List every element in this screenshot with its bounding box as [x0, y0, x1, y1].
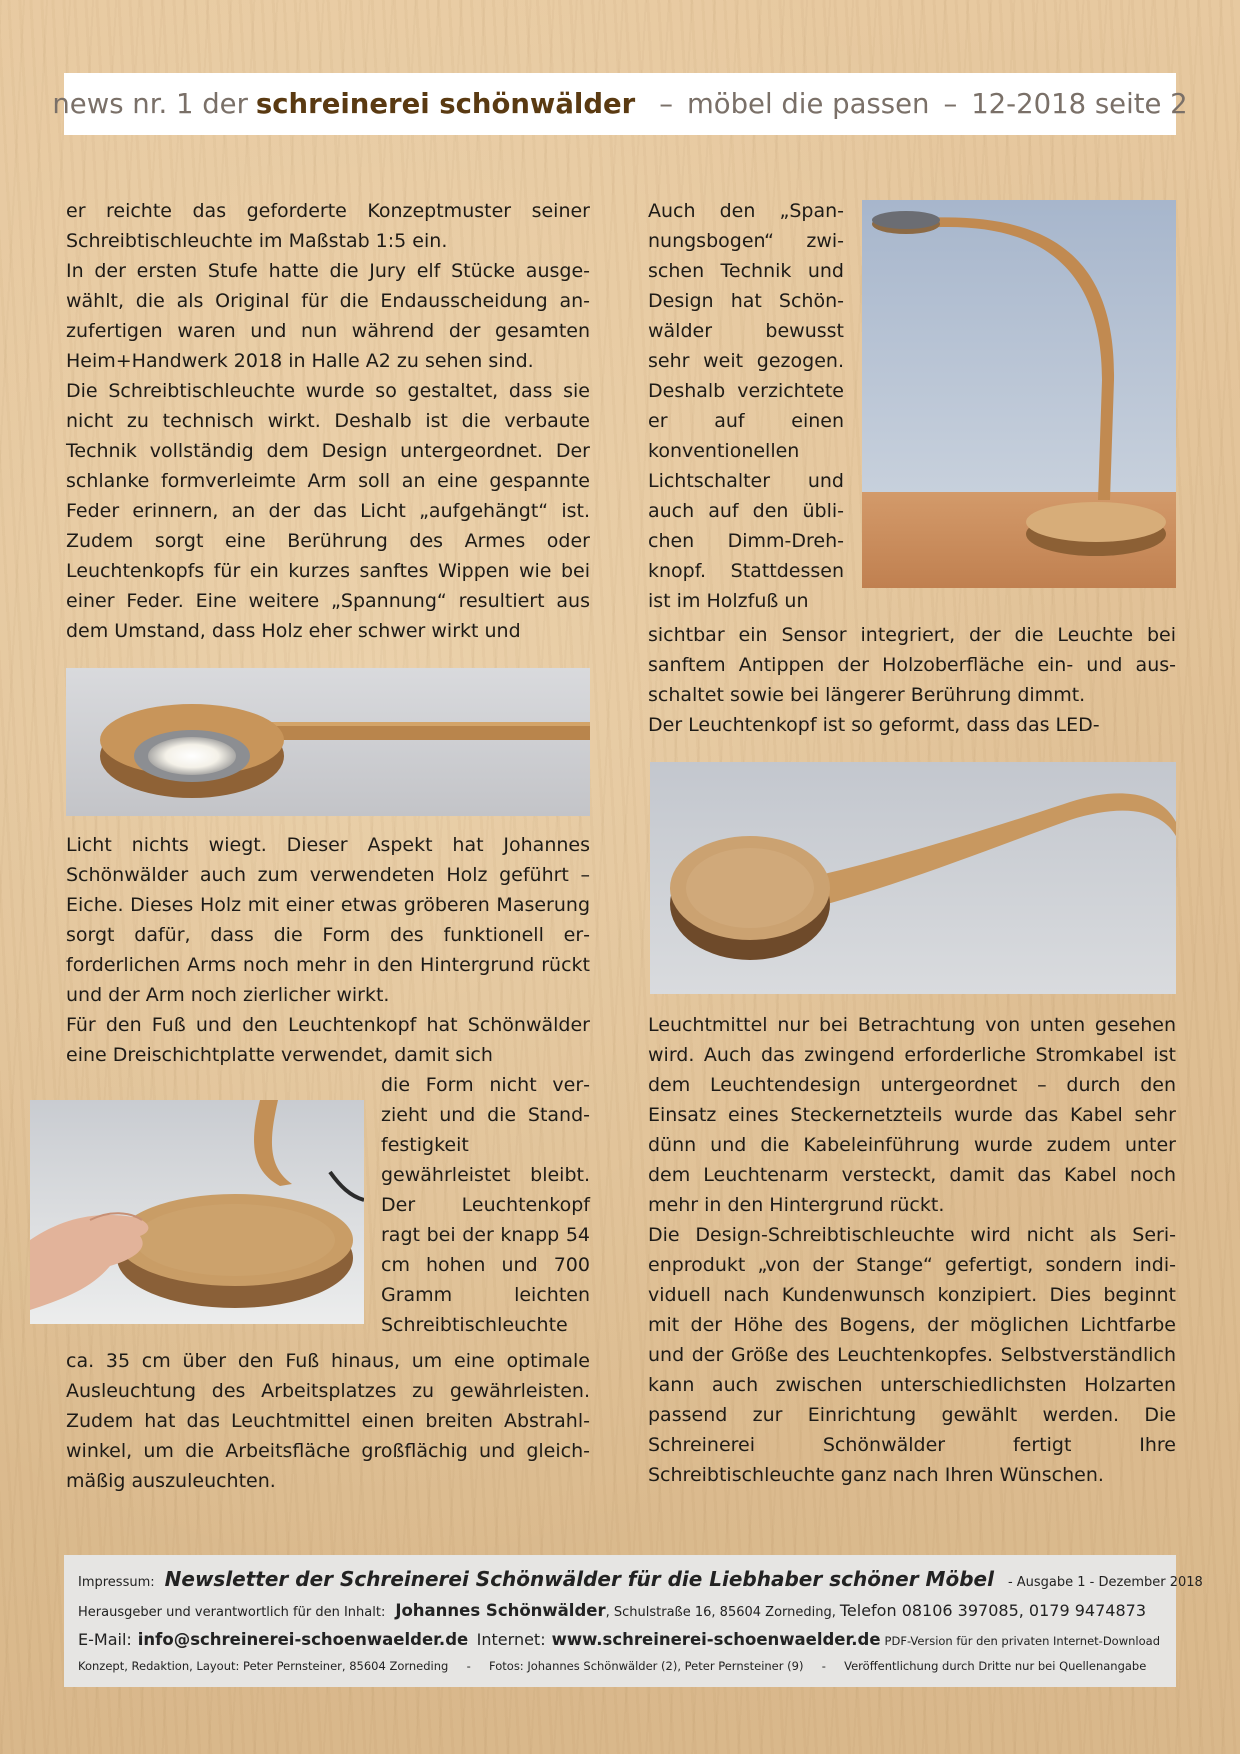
header-issue: 12-2018 seite 2	[971, 88, 1188, 120]
paragraph: sichtbar ein Sensor integriert, der die Leuchte bei sanftem Antippen der Holzoberfläche ein- und ausschaltet sowie bei längerer Berührung dimmt.	[648, 624, 1176, 706]
paragraph: Auch den „Spannungsbogen“ zwischen Technik und Design hat Schönwälder bewusst sehr weit gezogen. Deshalb verzichtete er auf einen konventionellen Lichtschalter und auch auf den üblichen Dimm-Drehknopf. Stattdessen ist im Holzfuß un	[648, 200, 844, 612]
internet-label: Internet:	[476, 1630, 546, 1649]
article-col1-top	[66, 196, 590, 646]
article-col1-wrap	[381, 1070, 590, 1340]
desk-lamp-photo	[862, 200, 1176, 588]
lamp-head-closeup-photo	[66, 668, 590, 816]
paragraph: Die Schreibtischleuchte wurde so gestaltet, dass sie nicht zu technisch wirkt. Deshalb ist die verbaute Technik vollständig dem Design untergeordnet. Der schlanke formverleimte Arm soll an eine gespannte Feder erinnern, an der das Licht „aufgehängt“ ist. Zudem sorgt eine Berührung des Armes oder Leuchtenkopfs für ein kurzes sanftes Wippen wie bei einer Feder. Eine weitere „Spannung“ resultiert aus dem Umstand, dass Holz eher schwer wirkt und	[66, 380, 590, 642]
paragraph: Leuchtmittel nur bei Betrachtung von unten gesehen wird. Auch das zwingend erforderliche Stromkabel ist dem Leuchtendesign untergeordnet – durch den Einsatz eines Steckernetzteils wurde das Kabel sehr dünn und die Kabeleinführung wurde zudem unter dem Leuchtenarm versteckt, damit das Kabel noch mehr in den Hintergrund rückt.	[648, 1014, 1176, 1216]
paragraph: Die Design-Schreibtischleuchte wird nicht als Serienprodukt „von der Stange“ gefertigt, sondern individuell nach Kundenwunsch konzipiert. Dies beginnt mit der Höhe des Bogens, der möglichen Lichtfarbe und der Größe des Leuchtenkopfes. Selbstverständlich kann auch zwischen unterschiedlichsten Holzarten passend zur Einrichtung gewählt werden. Die Schreinerei Schönwälder fertigt Ihre Schreibtischleuchte ganz nach Ihren Wünschen.	[648, 1224, 1176, 1486]
article-col2-narrow	[648, 196, 844, 616]
paragraph: ca. 35 cm über den Fuß hinaus, um eine optimale Ausleuchtung des Arbeitsplatzes zu gewährleisten. Zudem hat das Leuchtmittel einen breiten Abstrahlwinkel, um die Arbeitsfläche großflächig und gleichmäßig auszuleuchten.	[66, 1350, 590, 1492]
article-col2-full	[648, 620, 1176, 740]
paragraph: Der Leuchtenkopf ist so geformt, dass das LED-	[648, 714, 1100, 736]
hand-touching-base-photo	[30, 1100, 364, 1324]
header-brand: schreinerei schönwälder	[255, 88, 636, 120]
header-separator: –	[659, 88, 673, 120]
article-col1-bottom	[66, 1346, 590, 1496]
paragraph: er reichte das geforderte Konzeptmuster seiner Schreibtischleuchte im Maßstab 1:5 ein.	[66, 200, 590, 252]
publisher-address: , Schulstraße 16, 85604 Zorneding,	[605, 1605, 836, 1620]
header-slogan: möbel die passen	[686, 88, 930, 120]
phone-numbers: Telefon 08106 397085, 0179 9474873	[839, 1601, 1146, 1620]
newsletter-header	[52, 73, 1188, 135]
publisher-label: Herausgeber und verantwortlich für den Inhalt:	[78, 1605, 386, 1620]
website-link[interactable]: www.schreinerei-schoenwaelder.de	[551, 1630, 881, 1649]
article-col2-bottom	[648, 1010, 1176, 1490]
impressum-label: Impressum:	[78, 1575, 155, 1590]
edition-info: - Ausgabe 1 - Dezember 2018	[1007, 1575, 1203, 1590]
article-col1-middle	[66, 830, 590, 1070]
header-prefix: news nr. 1 der	[52, 88, 248, 120]
paragraph: In der ersten Stufe hatte die Jury elf Stücke ausgewählt, die als Original für die Endausscheidung anzufertigen waren und nun während der gesamten Heim+Handwerk 2018 in Halle A2 zu sehen sind.	[66, 260, 590, 372]
pdf-note: PDF-Version für den privaten Internet-Download	[884, 1634, 1160, 1648]
email-label: E-Mail:	[78, 1630, 132, 1649]
email-link[interactable]: info@schreinerei-schoenwaelder.de	[137, 1630, 469, 1649]
lamp-arm-photo	[650, 762, 1176, 994]
paragraph: Für den Fuß und den Leuchtenkopf hat Schönwälder eine Dreischichtplatte verwendet, damit sich	[66, 1014, 590, 1066]
paragraph: Licht nichts wiegt. Dieser Aspekt hat Johannes Schönwälder auch zum verwendeten Holz geführt – Eiche. Dieses Holz mit einer etwas gröberen Maserung sorgt dafür, dass die Form des funktionell erforderlichen Arms noch mehr in den Hintergrund rückt und der Arm noch zierlicher wirkt.	[66, 834, 590, 1006]
credits-line: Konzept, Redaktion, Layout: Peter Pernsteiner, 85604 Zorneding - Fotos: Johannes Schönwälder (2), Peter Pernsteiner (9) - Veröffentlichung durch Dritte nur bei Quellenangabe	[78, 1659, 1147, 1673]
impressum-title: Newsletter der Schreinerei Schönwälder für die Liebhaber schöner Möbel	[164, 1567, 994, 1591]
impressum-footer	[64, 1555, 1203, 1687]
publisher-name: Johannes Schönwälder	[395, 1601, 606, 1620]
paragraph: die Form nicht verzieht und die Standfestigkeit gewährleistet bleibt. Der Leuchtenkopf ragt bei der knapp 54 cm hohen und 700 Gramm leichten Schreibtischleuchte	[381, 1074, 590, 1336]
header-separator: –	[943, 88, 958, 120]
